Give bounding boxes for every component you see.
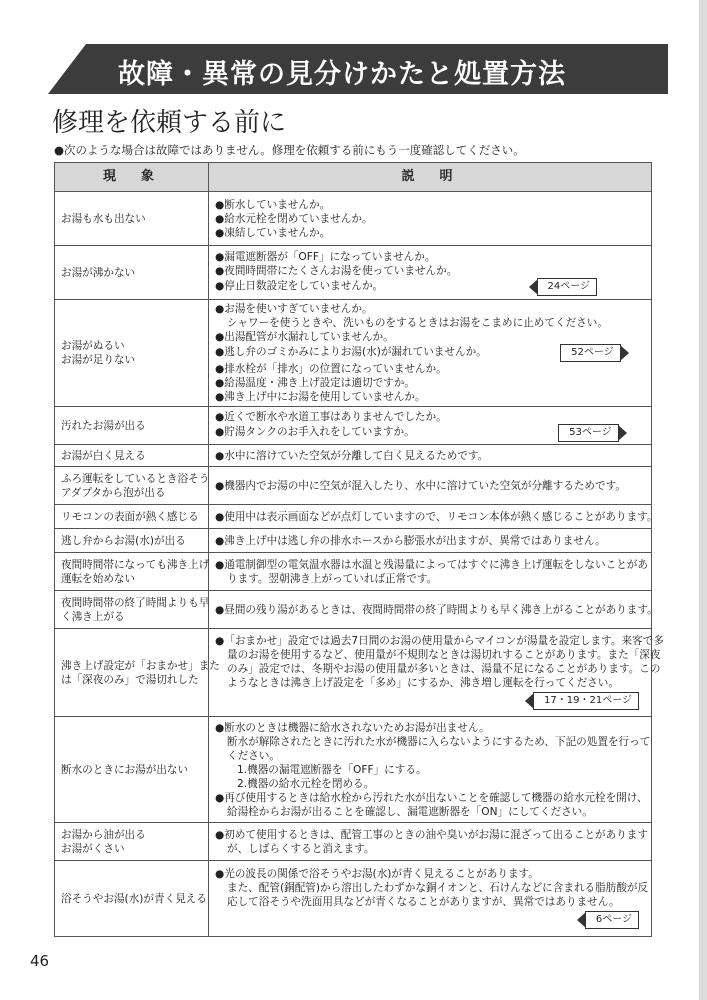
explanation-line: 2.機器の給水元栓を閉める。 [237, 777, 375, 790]
explanation-cell [209, 407, 652, 445]
explanation-cell [209, 861, 652, 937]
table-row [55, 553, 652, 591]
table-row [55, 717, 652, 823]
table-header-row [55, 163, 652, 192]
explanation-cell [209, 717, 652, 823]
explanation-line: ●断水のときは機器に給水されないためお湯が出ません。 [215, 721, 490, 734]
phenomenon-cell [55, 246, 209, 300]
table-row [55, 629, 652, 717]
header-slant [48, 44, 86, 94]
explanation-line: ●凍結していませんか。 [215, 226, 331, 239]
explanation-text: ●貯湯タンクのお手入れをしていますか。 [215, 425, 415, 438]
explanation-line: ●給湯温度・沸き上げ設定は適切ですか。 [215, 377, 415, 389]
explanation-cell [209, 192, 652, 246]
table-row [55, 300, 652, 407]
explanation-line: ●昼間の残り湯があるときは、夜間時間帯の終了時間よりも早く沸き上がることがあります。 [215, 603, 658, 616]
column-header-phenomenon: 現 象 [55, 163, 209, 192]
phenomenon-cell [55, 629, 220, 717]
explanation-line: ●漏電遮断器が「OFF」になっていませんか。 [215, 250, 436, 263]
phenomenon-cell [55, 717, 209, 823]
explanation-line: シャワーを使うときや、洗いものをするときはお湯をこまめに止めてください。 [227, 317, 608, 329]
explanation-line: ください。 [227, 749, 280, 762]
explanation-text: ●停止日数設定をしていませんか。 [215, 279, 384, 292]
explanation-line: ります。翌朝沸き上がっていれば正常です。 [227, 572, 438, 585]
page-reference-label: 17・19・21ページ [533, 692, 639, 710]
phenomenon-text: 逃し弁からお湯(水)が出る [61, 534, 186, 547]
troubleshooting-table [54, 162, 664, 937]
explanation-line: 応して浴そうや洗面用具などが青くなることがありますが、異常ではありません。 [227, 895, 620, 908]
phenomenon-text: 汚れたお湯が出る [61, 419, 146, 432]
explanation-cell [209, 300, 652, 407]
explanation-line: ●お湯を使いすぎていませんか。 [215, 303, 373, 315]
phenomenon-text: お湯も水も出ない [61, 212, 146, 225]
phenomenon-text: 夜間時間帯になっても沸き上げ [61, 558, 210, 571]
explanation-line: ●給水元栓を閉めていませんか。 [215, 212, 373, 225]
phenomenon-cell [55, 192, 209, 246]
explanation-cell [209, 505, 658, 529]
explanation-line: ●沸き上げ中は逃し弁の排水ホースから膨張水が出ますが、異常ではありません。 [215, 534, 606, 547]
phenomenon-cell [55, 505, 209, 529]
explanation-line: ●夜間時間帯にたくさんお湯を使っていませんか。 [215, 264, 458, 277]
explanation-line: ●初めて使用するときは、配管工事のときの油や臭いがお湯に混ざって出ることがあります [215, 828, 648, 841]
phenomenon-text: お湯がぬるい [61, 340, 125, 352]
table-row [55, 823, 652, 861]
explanation-line: ●「おまかせ」設定では過去7日間のお湯の使用量からマイコンが湯量を設定します。来客で多 [215, 634, 664, 647]
explanation-line: が、しばらくすると消えます。 [227, 842, 375, 855]
phenomenon-text: アダプタから泡が出る [61, 486, 166, 499]
phenomenon-cell [55, 591, 209, 629]
phenomenon-cell [55, 861, 209, 937]
explanation-line: 1.機器の漏電遮断器を「OFF」にする。 [237, 763, 427, 776]
explanation-line: ●機器内でお湯の中に空気が混入したり、水中に溶けていた空気が分離するためです。 [215, 479, 626, 492]
phenomenon-text: お湯が足りない [61, 354, 136, 366]
section-title: 修理を依頼する前に [52, 108, 287, 138]
explanation-cell [209, 629, 664, 717]
page-reference [537, 278, 598, 296]
page-reference-label: 53ページ [558, 424, 619, 442]
page-edge [699, 0, 707, 1000]
table-row [55, 407, 652, 445]
phenomenon-text: は「深夜のみ」で湯切れした [61, 673, 199, 686]
phenomenon-text: お湯が沸かない [61, 266, 136, 279]
phenomenon-cell [55, 407, 209, 445]
phenomenon-text: お湯から油が出る [61, 828, 146, 841]
explanation-line: ●断水していませんか。 [215, 198, 331, 211]
explanation-line: ようなときは沸き上げ設定を「多め」にするか、沸き増し運転を行ってください。 [227, 676, 619, 689]
explanation-line: ●通電制御型の電気温水器は水温と残湯量によってはすぐに沸き上げ運転をしないことがあ [215, 558, 648, 571]
column-header-explanation: 説 明 [209, 163, 652, 192]
page-reference [560, 344, 621, 362]
phenomenon-text: リモコンの表面が熱く感じる [61, 510, 199, 523]
explanation-line [215, 344, 647, 362]
explanation-line: ●沸き上げ中にお湯を使用していませんか。 [215, 391, 426, 403]
explanation-cell [209, 445, 652, 467]
explanation-line: ●再び使用するときは給水栓から汚れた水が出ないことを確認して機器の給水元栓を開け、 [215, 791, 648, 804]
phenomenon-text: 運転を始めない [61, 572, 136, 585]
phenomenon-cell [55, 553, 209, 591]
explanation-line [215, 278, 647, 296]
phenomenon-cell [55, 823, 209, 861]
explanation-line: 量のお湯を使用するなど、使用量が不規則なときは湯切れすることがあります。また「深夜 [227, 648, 661, 661]
page-reference [558, 424, 619, 442]
table-row [55, 529, 652, 553]
table-row [55, 246, 652, 300]
table-row [55, 192, 652, 246]
explanation-text: ●逃し弁のゴミかみによりお湯(水)が漏れていませんか。 [215, 346, 487, 358]
explanation-line: ●近くで断水や水道工事はありませんでしたか。 [215, 410, 447, 423]
page-reference [215, 909, 647, 931]
page-number: 46 [30, 952, 50, 970]
explanation-cell [209, 246, 652, 300]
phenomenon-text: 断水のときにお湯が出ない [61, 763, 189, 776]
explanation-line [215, 424, 647, 442]
phenomenon-text: 夜間時間帯の終了時間よりも早 [61, 596, 210, 609]
explanation-cell [209, 553, 652, 591]
phenomenon-cell [55, 529, 209, 553]
phenomenon-cell [55, 467, 209, 505]
explanation-line: ●使用中は表示画面などが点灯していますので、リモコン本体が熱く感じることがあります。 [215, 510, 658, 523]
phenomenon-text: 浴そうやお湯(水)が青く見える [61, 892, 207, 905]
phenomenon-cell [55, 300, 209, 407]
table-row [55, 505, 652, 529]
explanation-line: ●光の波長の関係で浴そうやお湯(水)が青く見えることがあります。 [215, 867, 539, 880]
intro-note: ●次のような場合は故障ではありません。修理を依頼する前にもう一度確認してください。 [54, 143, 525, 157]
explanation-cell [209, 591, 658, 629]
explanation-line: のみ」設定では、冬期やお湯の使用量が多いときは、湯量不足になることがあります。この [227, 662, 661, 675]
phenomenon-cell [55, 445, 209, 467]
phenomenon-text: お湯がくさい [61, 842, 125, 855]
page-reference-label: 24ページ [537, 278, 598, 296]
phenomenon-text: く沸き上がる [61, 610, 125, 623]
explanation-line: ●出湯配管が水漏れしていませんか。 [215, 331, 394, 343]
explanation-line: ●排水栓が「排水」の位置になっていませんか。 [215, 363, 447, 375]
explanation-cell [209, 467, 652, 505]
page-reference-label: 6ページ [585, 911, 639, 929]
chapter-title: 故障・異常の見分けかたと処置方法 [118, 59, 566, 90]
table-row [55, 445, 652, 467]
page-reference-label: 52ページ [560, 344, 621, 362]
explanation-line: ●水中に溶けていた空気が分離して白く見えるためです。 [215, 449, 489, 462]
table-row [55, 467, 652, 505]
phenomenon-text: ふろ運転をしているとき浴そう [61, 472, 210, 485]
explanation-line: また、配管(銅配管)から溶出したわずかな銅イオンと、石けんなどに含まれる脂肪酸が反 [227, 881, 649, 894]
phenomenon-text: お湯が白く見える [61, 449, 146, 462]
table-row [55, 861, 652, 937]
explanation-line: 断水が解除されたときに汚れた水が機器に入らないようにするため、下記の処置を行って [227, 735, 651, 748]
explanation-cell [209, 823, 652, 861]
chapter-header [48, 44, 668, 94]
explanation-line: 給湯栓からお湯が出ることを確認し、漏電遮断器を「ON」にしてください。 [227, 805, 593, 818]
explanation-cell [209, 529, 652, 553]
page-reference [215, 690, 647, 712]
phenomenon-text: 沸き上げ設定が「おまかせ」また [61, 659, 220, 672]
table-row [55, 591, 652, 629]
